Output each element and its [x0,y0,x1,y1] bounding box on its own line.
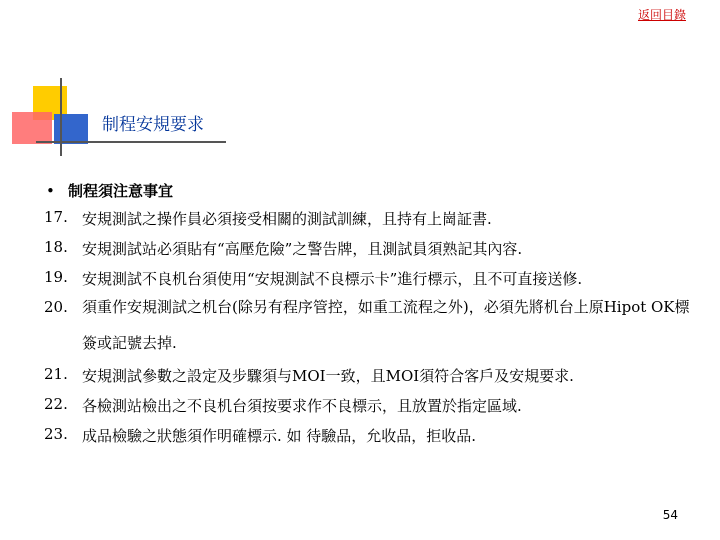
item-number: 17. [44,208,68,226]
item-number: 19. [44,268,68,286]
decorative-horizontal-line [36,141,226,143]
page-number: 54 [662,508,678,522]
section-heading-text: 制程須注意事宜 [68,182,174,200]
item-number: 18. [44,238,68,256]
item-text: 安規測試之操作員必須接受相關的測試訓練，且持有上崗証書. [82,210,492,228]
item-text: 安規測試不良机台須使用“安規測試不良標示卡”進行標示，且不可直接送修. [82,270,583,288]
slide-content [44,180,694,455]
list-item [44,425,694,455]
item-number: 20. [44,298,68,316]
bullet-icon: • [46,182,55,200]
item-number: 22. [44,395,68,413]
slide-title: 制程安規要求 [102,115,204,135]
item-text: 安規測試參數之設定及步驟須与MOI一致，且MOI須符合客戶及安規要求. [82,367,574,385]
back-to-toc-link[interactable]: 返回目錄 [637,8,686,22]
list-item [44,238,694,268]
decorative-vertical-line [60,78,62,156]
list-item [44,395,694,425]
item-text: 成品檢驗之狀態須作明確標示. 如 待驗品，允收品，拒收品. [82,427,477,445]
section-heading [46,180,694,208]
item-number: 23. [44,425,68,443]
item-text: 須重作安規測試之机台(除另有程序管控，如重工流程之外)，必須先將机台上原Hipot OK標簽或記號去掉. [82,298,690,352]
list-item [44,365,694,395]
decorative-red-square [12,112,52,144]
item-number: 21. [44,365,68,383]
list-item [44,208,694,238]
item-text: 各檢測站檢出之不良机台須按要求作不良標示，且放置於指定區域. [82,397,522,415]
item-text: 安規測試站必須貼有“高壓危險”之警告牌，且測試員須熟記其內容. [82,240,523,258]
list-item [44,298,694,365]
